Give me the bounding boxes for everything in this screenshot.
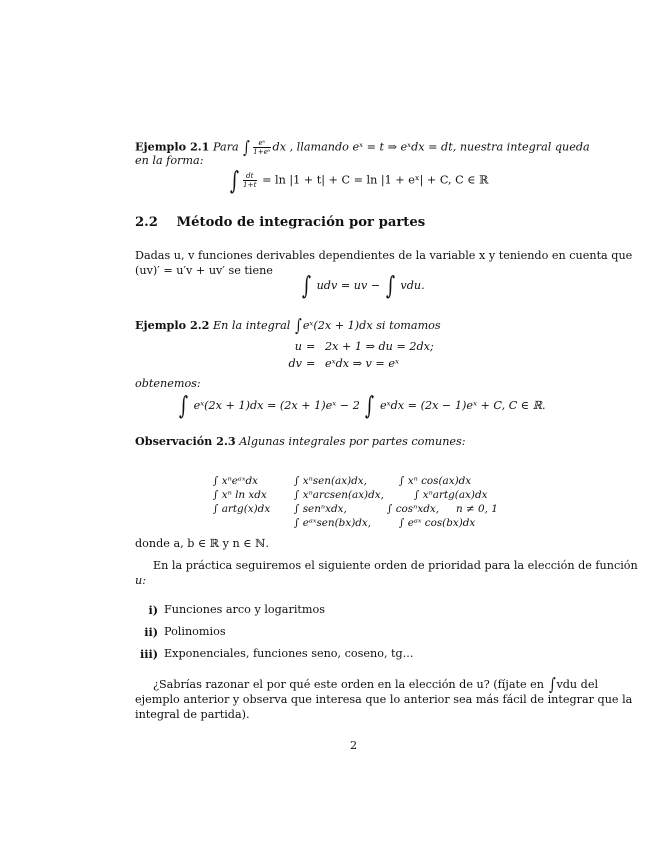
- observation-text: Algunas integrales por partes comunes:: [239, 435, 466, 448]
- observation-2-3: [135, 434, 466, 449]
- example-text: eˣ(2x + 1)dx si tomamos: [302, 319, 441, 332]
- table-cell: ∫ artg(x)dx: [213, 503, 271, 515]
- table-cell: ∫ xⁿ cos(ax)dx: [399, 475, 472, 487]
- example-text: dx , llamando eˣ = t ⇒ eˣdx = dt, nuestra integral queda: [272, 140, 590, 154]
- equation-text: eˣdx = (2x − 1)eˣ + C, C ∈ ℝ.: [380, 399, 546, 412]
- paragraph-line: ejemplo anterior y observa que interesa que lo anterior sea más fácil de integrar que la: [135, 693, 633, 706]
- equation-ex22-result: [177, 391, 546, 420]
- table-cell: ∫ xⁿ ln xdx: [213, 489, 267, 501]
- list-marker: iii): [139, 647, 158, 661]
- table-cell: ∫ eᵃˣ cos(bx)dx: [399, 517, 476, 529]
- table-cell: ∫ senⁿxdx,: [294, 503, 347, 515]
- equation-text: vdu.: [400, 279, 425, 292]
- paragraph-line: u:: [135, 574, 146, 587]
- paragraph-line: integral de partida).: [135, 708, 250, 721]
- aligned-lhs: u: [294, 340, 302, 353]
- list-marker: ii): [144, 625, 158, 639]
- integral-sign: ∫: [229, 165, 240, 195]
- equation-ex21: [228, 165, 489, 195]
- page-number: 2: [350, 739, 358, 752]
- aligned-rhs: eˣdx ⇒ v = eˣ: [325, 357, 399, 370]
- fraction-denominator: 1+eˣ: [253, 147, 271, 156]
- example-label: Ejemplo 2.1: [135, 139, 210, 154]
- paragraph-text: ¿Sabrías razonar el por qué este orden en la elección de u? (fíjate en: [153, 678, 545, 691]
- obtenemos-label: obtenemos:: [135, 377, 201, 390]
- integral-sign: ∫: [243, 137, 251, 158]
- table-cell: n ≠ 0, 1: [456, 503, 498, 515]
- integral-sign: ∫: [548, 675, 556, 695]
- section-number: 2.2: [135, 215, 158, 230]
- donde-line: donde a, b ∈ ℝ y n ∈ ℕ.: [135, 537, 269, 550]
- paragraph-line: (uv)′ = u′v + uv′ se tiene: [135, 264, 273, 277]
- table-cell: ∫ eᵃˣsen(bx)dx,: [294, 517, 372, 529]
- section-title: Método de integración por partes: [176, 215, 426, 230]
- example-label: Ejemplo 2.2: [135, 318, 210, 332]
- fraction-denominator: 1+t: [243, 180, 257, 189]
- example-text: Para: [213, 140, 239, 154]
- table-cell: ∫ xⁿarcsen(ax)dx,: [294, 489, 384, 501]
- integral-sign: ∫: [295, 316, 302, 336]
- fraction: [253, 139, 270, 156]
- equation-text: eˣ(2x + 1)dx = (2x + 1)eˣ − 2: [193, 399, 360, 412]
- list-marker: i): [148, 603, 158, 617]
- list-item: Exponenciales, funciones seno, coseno, tg...: [164, 647, 414, 660]
- integral-sign: ∫: [301, 271, 312, 300]
- table-cell: ∫ xⁿsen(ax)dx,: [294, 475, 367, 487]
- list-item: Polinomios: [164, 625, 226, 638]
- equation-text: = ln |1 + t| + C = ln |1 + eˣ| + C, C ∈ ℝ: [262, 173, 489, 187]
- table-cell: ∫ xⁿartg(ax)dx: [414, 489, 488, 501]
- example-2-2-line1: [135, 316, 441, 336]
- table-cell: ∫ xⁿeᵃˣdx: [213, 475, 259, 487]
- paragraph-line: Dadas u, v funciones derivables dependientes de la variable x y teniendo en cuenta que: [135, 249, 633, 262]
- observation-label: Observación 2.3: [135, 434, 236, 448]
- paragraph-line: [153, 675, 599, 695]
- fraction-numerator: eˣ: [253, 139, 270, 148]
- section-heading: [135, 215, 425, 230]
- equation-parts-formula: [300, 271, 425, 300]
- integral-sign: ∫: [178, 391, 189, 420]
- paragraph-text: vdu del: [556, 678, 599, 691]
- fraction: [243, 172, 256, 189]
- equation-text: udv = uv −: [316, 279, 381, 292]
- aligned-equals: =: [306, 357, 316, 370]
- example-text: En la integral: [213, 319, 291, 332]
- aligned-equals: =: [306, 340, 316, 353]
- paragraph-line: En la práctica seguiremos el siguiente orden de prioridad para la elección de función: [153, 559, 638, 572]
- list-item: Funciones arco y logaritmos: [164, 603, 325, 616]
- integral-sign: ∫: [385, 271, 395, 300]
- integral-sign: ∫: [365, 391, 375, 420]
- table-cell: ∫ cosⁿxdx,: [387, 503, 440, 515]
- aligned-rhs: 2x + 1 ⇒ du = 2dx;: [325, 340, 434, 353]
- fraction-numerator: dt: [243, 172, 256, 181]
- aligned-lhs: dv: [288, 357, 302, 370]
- example-2-1-line2: en la forma:: [135, 154, 204, 167]
